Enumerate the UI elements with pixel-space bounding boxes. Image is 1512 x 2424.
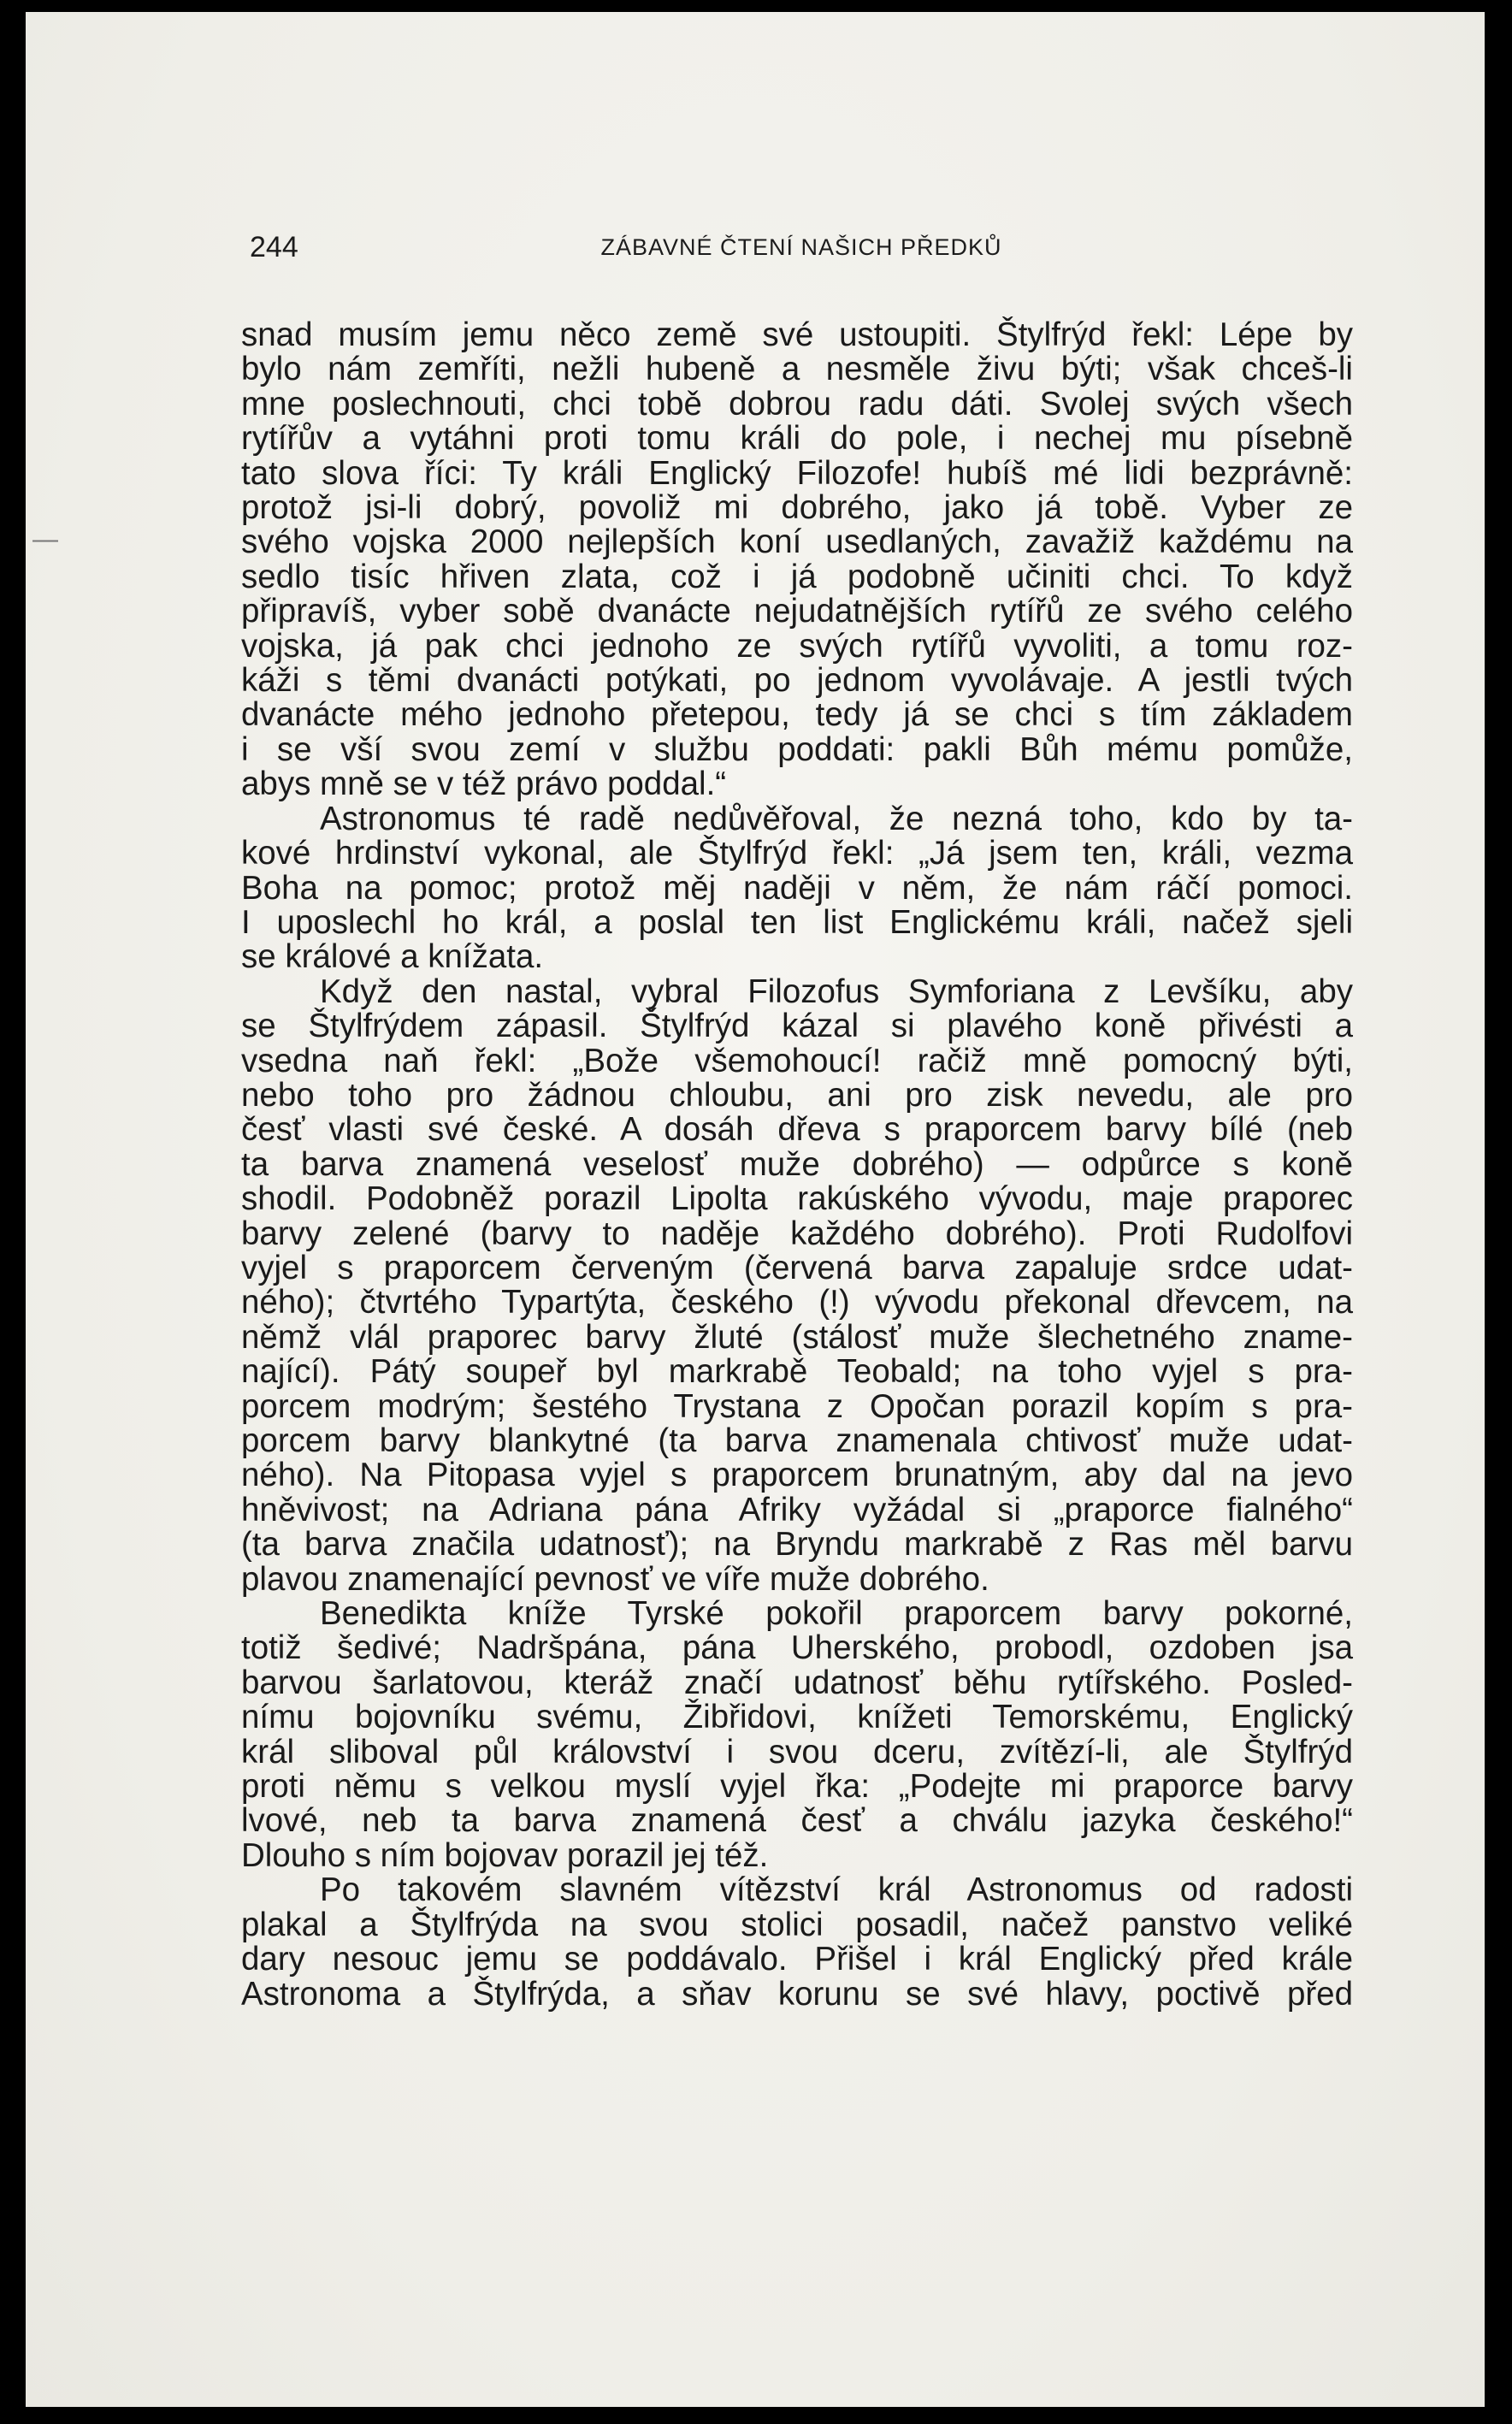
text-line: se králové a knížata.: [241, 938, 544, 976]
text-line: shodil. Podobněž porazil Lipolta rakúského vývodu, maje praporec: [241, 1180, 1353, 1218]
paragraph: [241, 1873, 1353, 2012]
text-line: nající). Pátý soupeř byl markrabě Teobald; na toho vyjel s pra-: [241, 1353, 1353, 1391]
text-line: plavou znamenající pevnosť ve víře muže dobrého.: [241, 1560, 989, 1598]
text-line: Po takovém slavném vítězství král Astronomus od radosti: [320, 1871, 1353, 1909]
text-line: totiž šedivé; Nadršpána, pána Uherského, probodl, ozdoben jsa: [241, 1629, 1353, 1667]
text-line: barvy zelené (barvy to naděje každého dobrého). Proti Rudolfovi: [241, 1215, 1353, 1252]
text-line: Astronoma a Štylfrýda, a sňav korunu se své hlavy, poctivě před: [241, 1975, 1353, 2013]
text-line: Astronomus té radě nedůvěřoval, že nezná toho, kdo by ta-: [320, 800, 1353, 837]
text-line: mne poslechnouti, chci tobě dobrou radu dáti. Svolej svých všech: [241, 385, 1353, 423]
text-line: barvou šarlatovou, kteráž značí udatnosť běhu rytířského. Posled-: [241, 1664, 1353, 1701]
text-line: lvové, neb ta barva znamená česť a chválu jazyka českého!“: [241, 1802, 1353, 1840]
page-number: 244: [250, 231, 298, 263]
text-line: porcem modrým; šestého Trystana z Opočan porazil kopím s pra-: [241, 1387, 1353, 1425]
text-line: proti němu s velkou myslí vyjel řka: „Podejte mi praporce barvy: [241, 1768, 1353, 1806]
text-line: Dlouho s ním bojovav porazil jej též.: [241, 1836, 769, 1874]
text-line: dary nesouc jemu se poddávalo. Přišel i král Englický před krále: [241, 1941, 1353, 1978]
book-page: [26, 12, 1485, 2407]
text-line: němž vlál praporec barvy žluté (stálosť muže šlechetného zname-: [241, 1318, 1353, 1356]
text-line: vyjel s praporcem červeným (červená barva zapaluje srdce udat-: [241, 1249, 1353, 1286]
text-line: abys mně se v též právo poddal.“: [241, 766, 727, 803]
text-line: i se vší svou zemí v službu poddati: pakli Bůh mému pomůže,: [241, 730, 1353, 768]
text-line: Benedikta kníže Tyrské pokořil praporcem barvy pokorné,: [320, 1595, 1353, 1633]
text-line: porcem barvy blankytné (ta barva znamenala chtivosť muže udat-: [241, 1422, 1353, 1459]
paragraph: [241, 318, 1353, 802]
text-line: tato slova říci: Ty králi Englický Filozofe! hubíš mé lidi bezprávně:: [241, 454, 1353, 492]
text-line: káži s těmi dvanácti potýkati, po jednom vyvolávaje. A jestli tvých: [241, 662, 1353, 700]
text-line: Když den nastal, vybral Filozofus Symforiana z Levšíku, aby: [320, 973, 1353, 1010]
text-line: bylo nám zemříti, nežli hubeně a nesměle živu býti; však chceš-li: [241, 351, 1353, 388]
text-line: dvanácte mého jednoho přetepou, tedy já se chci s tím základem: [241, 696, 1353, 734]
text-line: ného). Na Pitopasa vyjel s praporcem brunatným, aby dal na jevo: [241, 1457, 1353, 1494]
text-line: česť vlasti své české. A dosáh dřeva s praporcem barvy bílé (neb: [241, 1111, 1353, 1149]
text-line: (ta barva značila udatnosť); na Bryndu markrabě z Ras měl barvu: [241, 1526, 1353, 1564]
running-title: ZÁBAVNÉ ČTENÍ NAŠICH PŘEDKŮ: [600, 234, 1002, 260]
text-line: plakal a Štylfrýda na svou stolici posadil, načež panstvo veliké: [241, 1906, 1353, 1943]
text-line: sedlo tisíc hřiven zlata, což i já podobně učiniti chci. To když: [241, 558, 1353, 595]
text-line: nebo toho pro žádnou chloubu, ani pro zisk nevedu, ale pro: [241, 1076, 1353, 1114]
text-line: kové hrdinství vykonal, ale Štylfrýd řekl: „Já jsem ten, králi, vezma: [241, 835, 1353, 872]
margin-mark: —: [32, 525, 58, 553]
paragraph: [241, 1597, 1353, 1873]
paragraph: [241, 802, 1353, 975]
text-line: vojska, já pak chci jednoho ze svých rytířů vyvoliti, a tomu roz-: [241, 627, 1353, 665]
text-line: nímu bojovníku svému, Žibřidovi, knížeti Temorskému, Englický: [241, 1699, 1353, 1736]
text-line: rytířův a vytáhni proti tomu králi do pole, i nechej mu písebně: [241, 420, 1353, 458]
text-line: snad musím jemu něco země své ustoupiti. Štylfrýd řekl: Lépe by: [241, 316, 1353, 353]
text-line: Boha na pomoc; protož měj naději v něm, že nám ráčí pomoci.: [241, 869, 1353, 907]
text-line: vsedna naň řekl: „Bože všemohoucí! račiž mně pomocný býti,: [241, 1042, 1353, 1079]
text-line: protož jsi-li dobrý, povoliž mi dobrého, jako já tobě. Vyber ze: [241, 489, 1353, 527]
page-header: [250, 224, 1353, 275]
text-line: svého vojska 2000 nejlepších koní usedlaných, zavažiž každému na: [241, 523, 1353, 561]
text-line: se Štylfrýdem zápasil. Štylfrýd kázal si plavého koně přivésti a: [241, 1008, 1353, 1045]
text-line: ného); čtvrtého Typartýta, českého (!) vývodu překonal dřevcem, na: [241, 1284, 1353, 1321]
text-line: král sliboval půl království i svou dceru, zvítězí-li, ale Štylfrýd: [241, 1733, 1353, 1771]
text-line: připravíš, vyber sobě dvanácte nejudatnějších rytířů ze svého celého: [241, 593, 1353, 630]
text-line: I uposlechl ho král, a poslal ten list Englickému králi, načež sjeli: [241, 903, 1353, 941]
text-line: hněvivost; na Adriana pána Afriky vyžádal si „praporce fialného“: [241, 1491, 1353, 1528]
paragraph: [241, 975, 1353, 1597]
text-line: ta barva znamená veselosť muže dobrého) — odpůrce s koně: [241, 1145, 1353, 1183]
body-text: [241, 318, 1353, 2012]
